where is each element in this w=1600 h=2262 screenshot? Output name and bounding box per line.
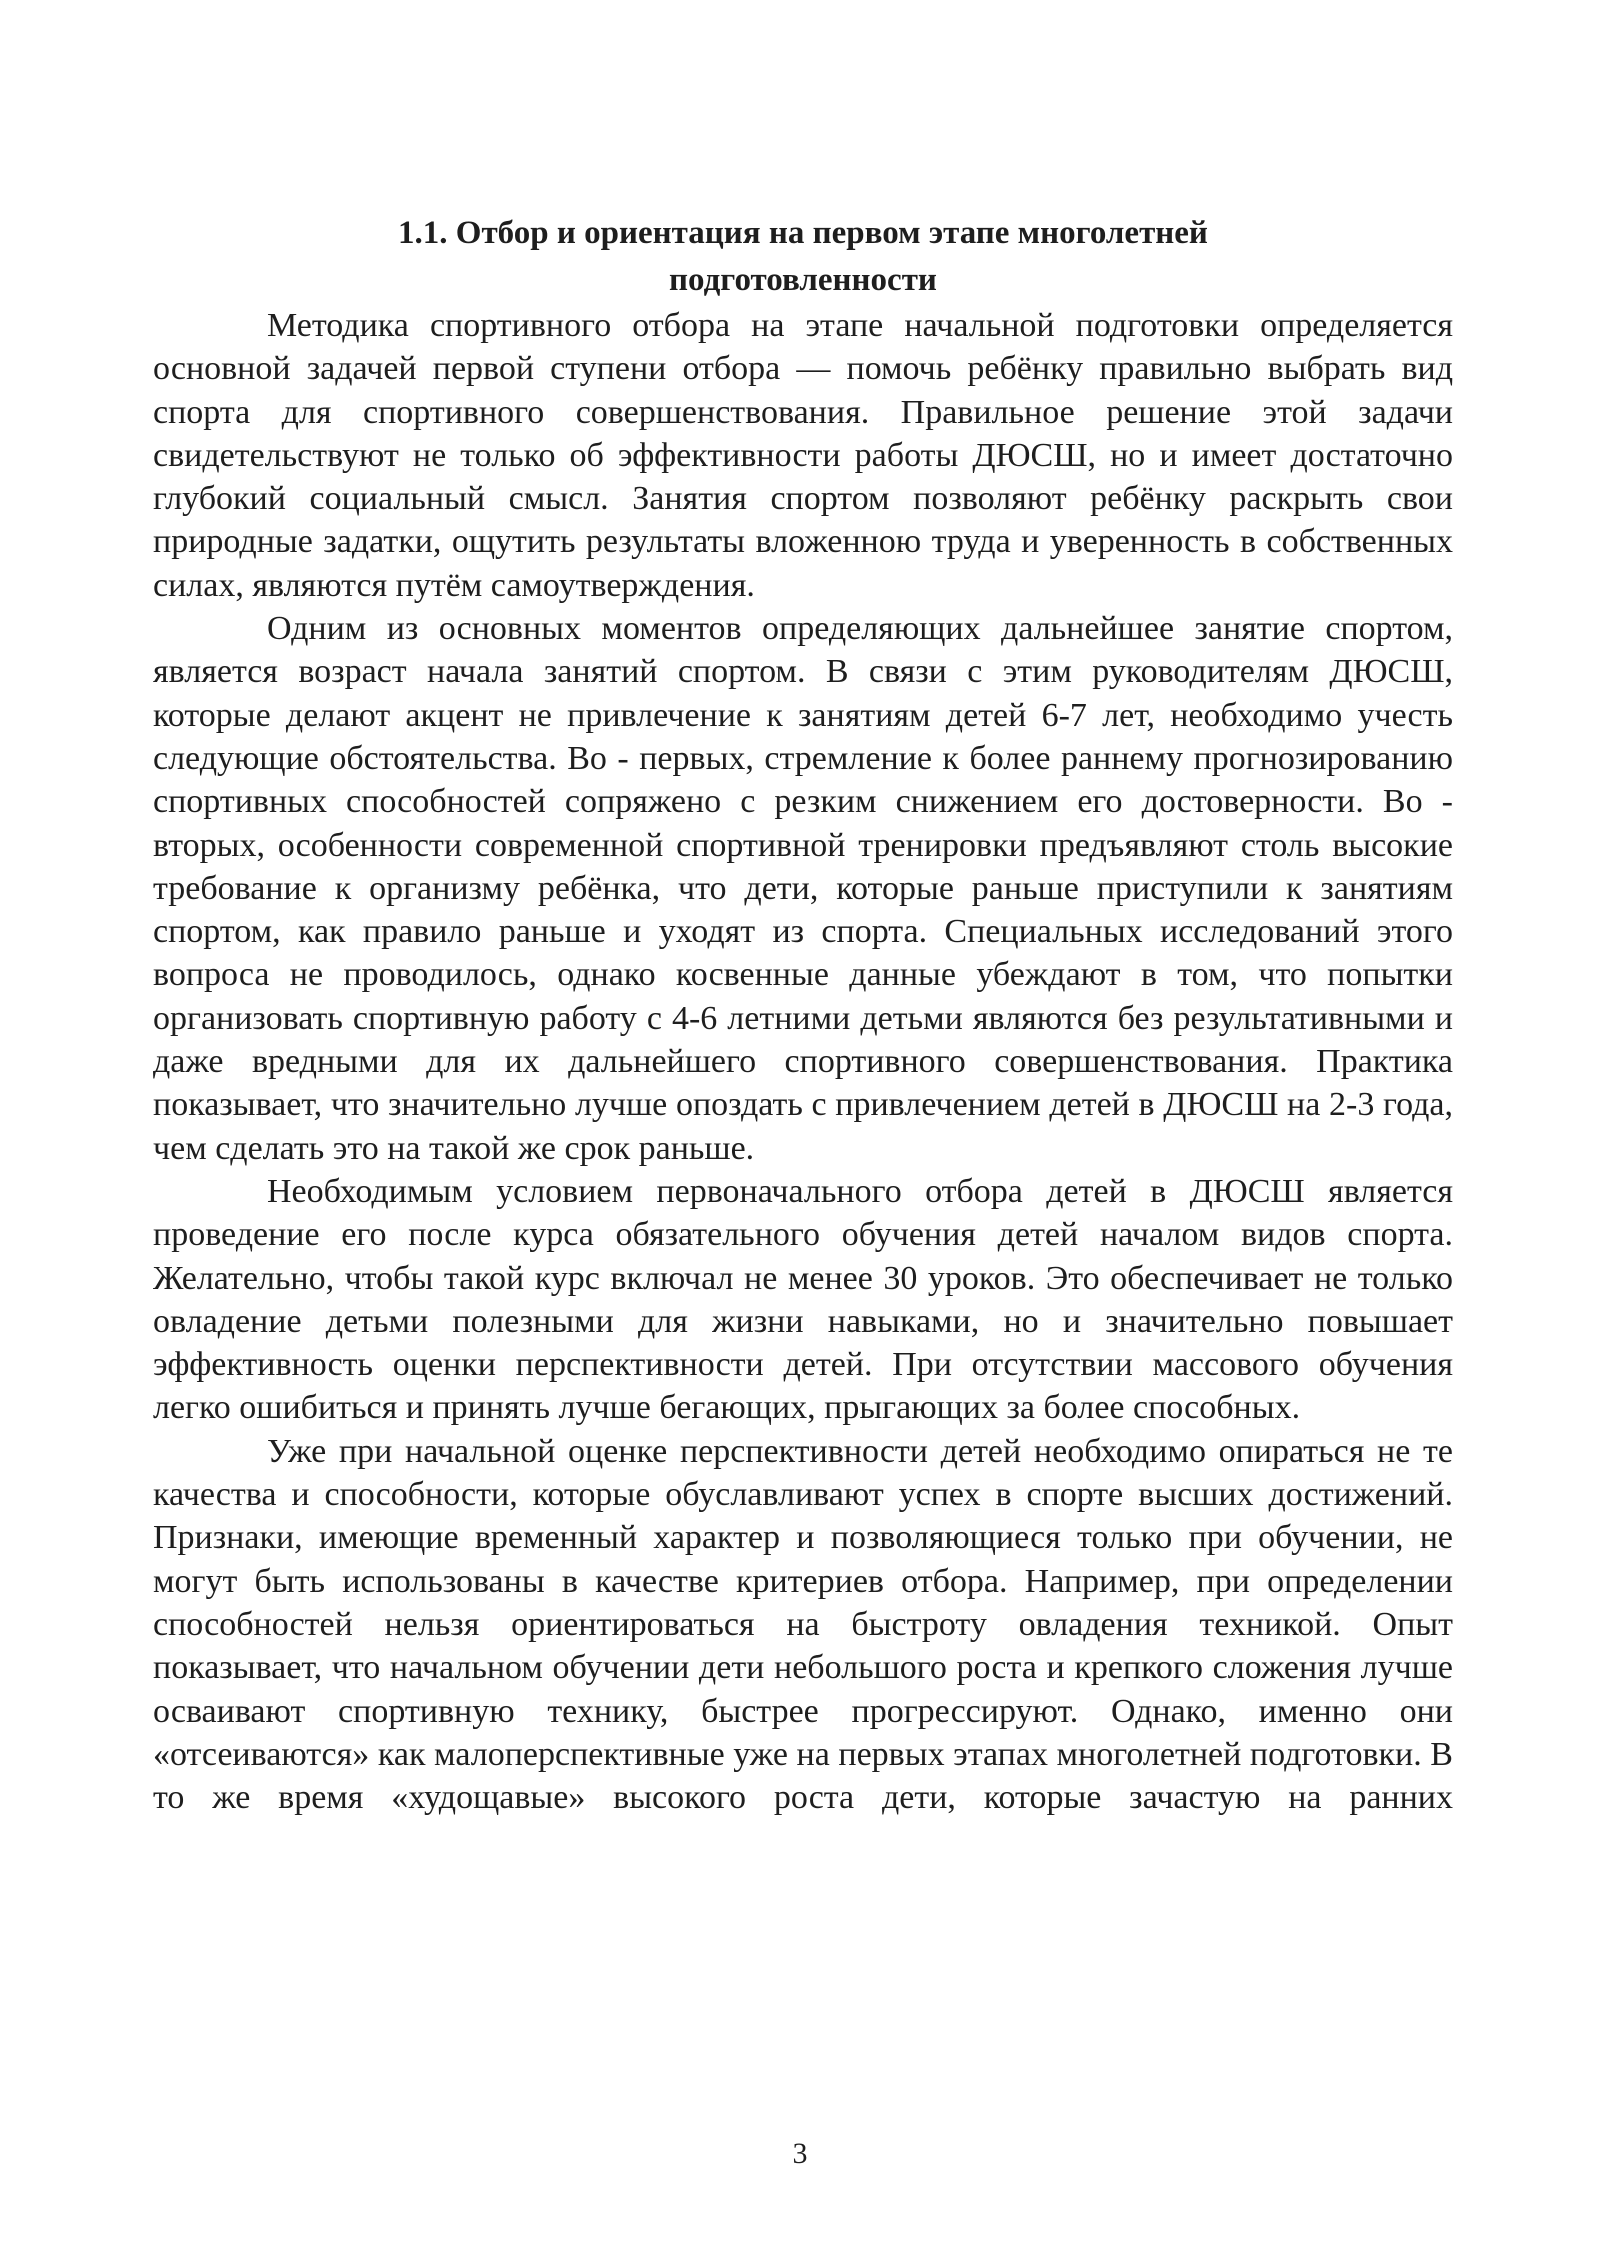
paragraph-4: Уже при начальной оценке перспективности детей необходимо опираться не те качества и способности, которые обуславливают успех в спорте высших достижений. Признаки, имеющие временный характер и позволяющиеся только при обучении, не могут быть использованы в качестве критериев отбора. Например, при определении способностей нельзя ориентироваться на быстроту овладения техникой. Опыт показывает, что начальном обучении дети небольшого роста и крепкого сложения лучше осваивают спортивную технику, быстрее прогрессируют. Однако, именно они «отсеиваются» как малоперспективные уже на первых этапах многолетней подготовки. В то же время «худощавые» высокого роста дети, которые зачастую на ранних	[153, 1432, 1453, 1817]
paragraph-3: Необходимым условием первоначального отбора детей в ДЮСШ является проведение его после курса обязательного обучения детей началом видов спорта. Желательно, чтобы такой курс включал не менее 30 уроков. Это обеспечивает не только овладение детьми полезными для жизни навыками, но и значительно повышает эффективность оценки перспективности детей. При отсутствии массового обучения легко ошибиться и принять лучше бегающих, прыгающих за более способных.	[153, 1172, 1453, 1427]
section-heading	[153, 210, 1453, 304]
paragraph-1: Методика спортивного отбора на этапе начальной подготовки определяется основной задачей первой ступени отбора — помочь ребёнку правильно выбрать вид спорта для спортивного совершенствования. Правильное решение этой задачи свидетельствуют не только об эффективности работы ДЮСШ, но и имеет достаточно глубокий социальный смысл. Занятия спортом позволяют ребёнку раскрыть свои природные задатки, ощутить результаты вложенною труда и уверенность в собственных силах, являются путём самоутверждения.	[153, 307, 1453, 604]
section-heading-line-1: 1.1. Отбор и ориентация на первом этапе многолетней	[398, 215, 1208, 251]
page-content	[153, 210, 1453, 1819]
section-heading-line-2: подготовленности	[669, 262, 937, 298]
paragraph-2: Одним из основных моментов определяющих дальнейшее занятие спортом, является возраст начала занятий спортом. В связи с этим руководителям ДЮСШ, которые делают акцент не привлечение к занятиям детей 6-7 лет, необходимо учесть следующие обстоятельства. Во - первых, стремление к более раннему прогнозированию спортивных способностей сопряжено с резким снижением его достоверности. Во - вторых, особенности современной спортивной тренировки предъявляют столь высокие требование к организму ребёнка, что дети, которые раньше приступили к занятиям спортом, как правило раньше и уходят из спорта. Специальных исследований этого вопроса не проводилось, однако косвенные данные убеждают в том, что попытки организовать спортивную работу с 4-6 летними детьми являются без результативными и даже вредными для их дальнейшего спортивного совершенствования. Практика показывает, что значительно лучше опоздать с привлечением детей в ДЮСШ на 2-3 года, чем сделать это на такой же срок раньше.	[153, 610, 1453, 1167]
page-number: 3	[792, 2137, 808, 2170]
